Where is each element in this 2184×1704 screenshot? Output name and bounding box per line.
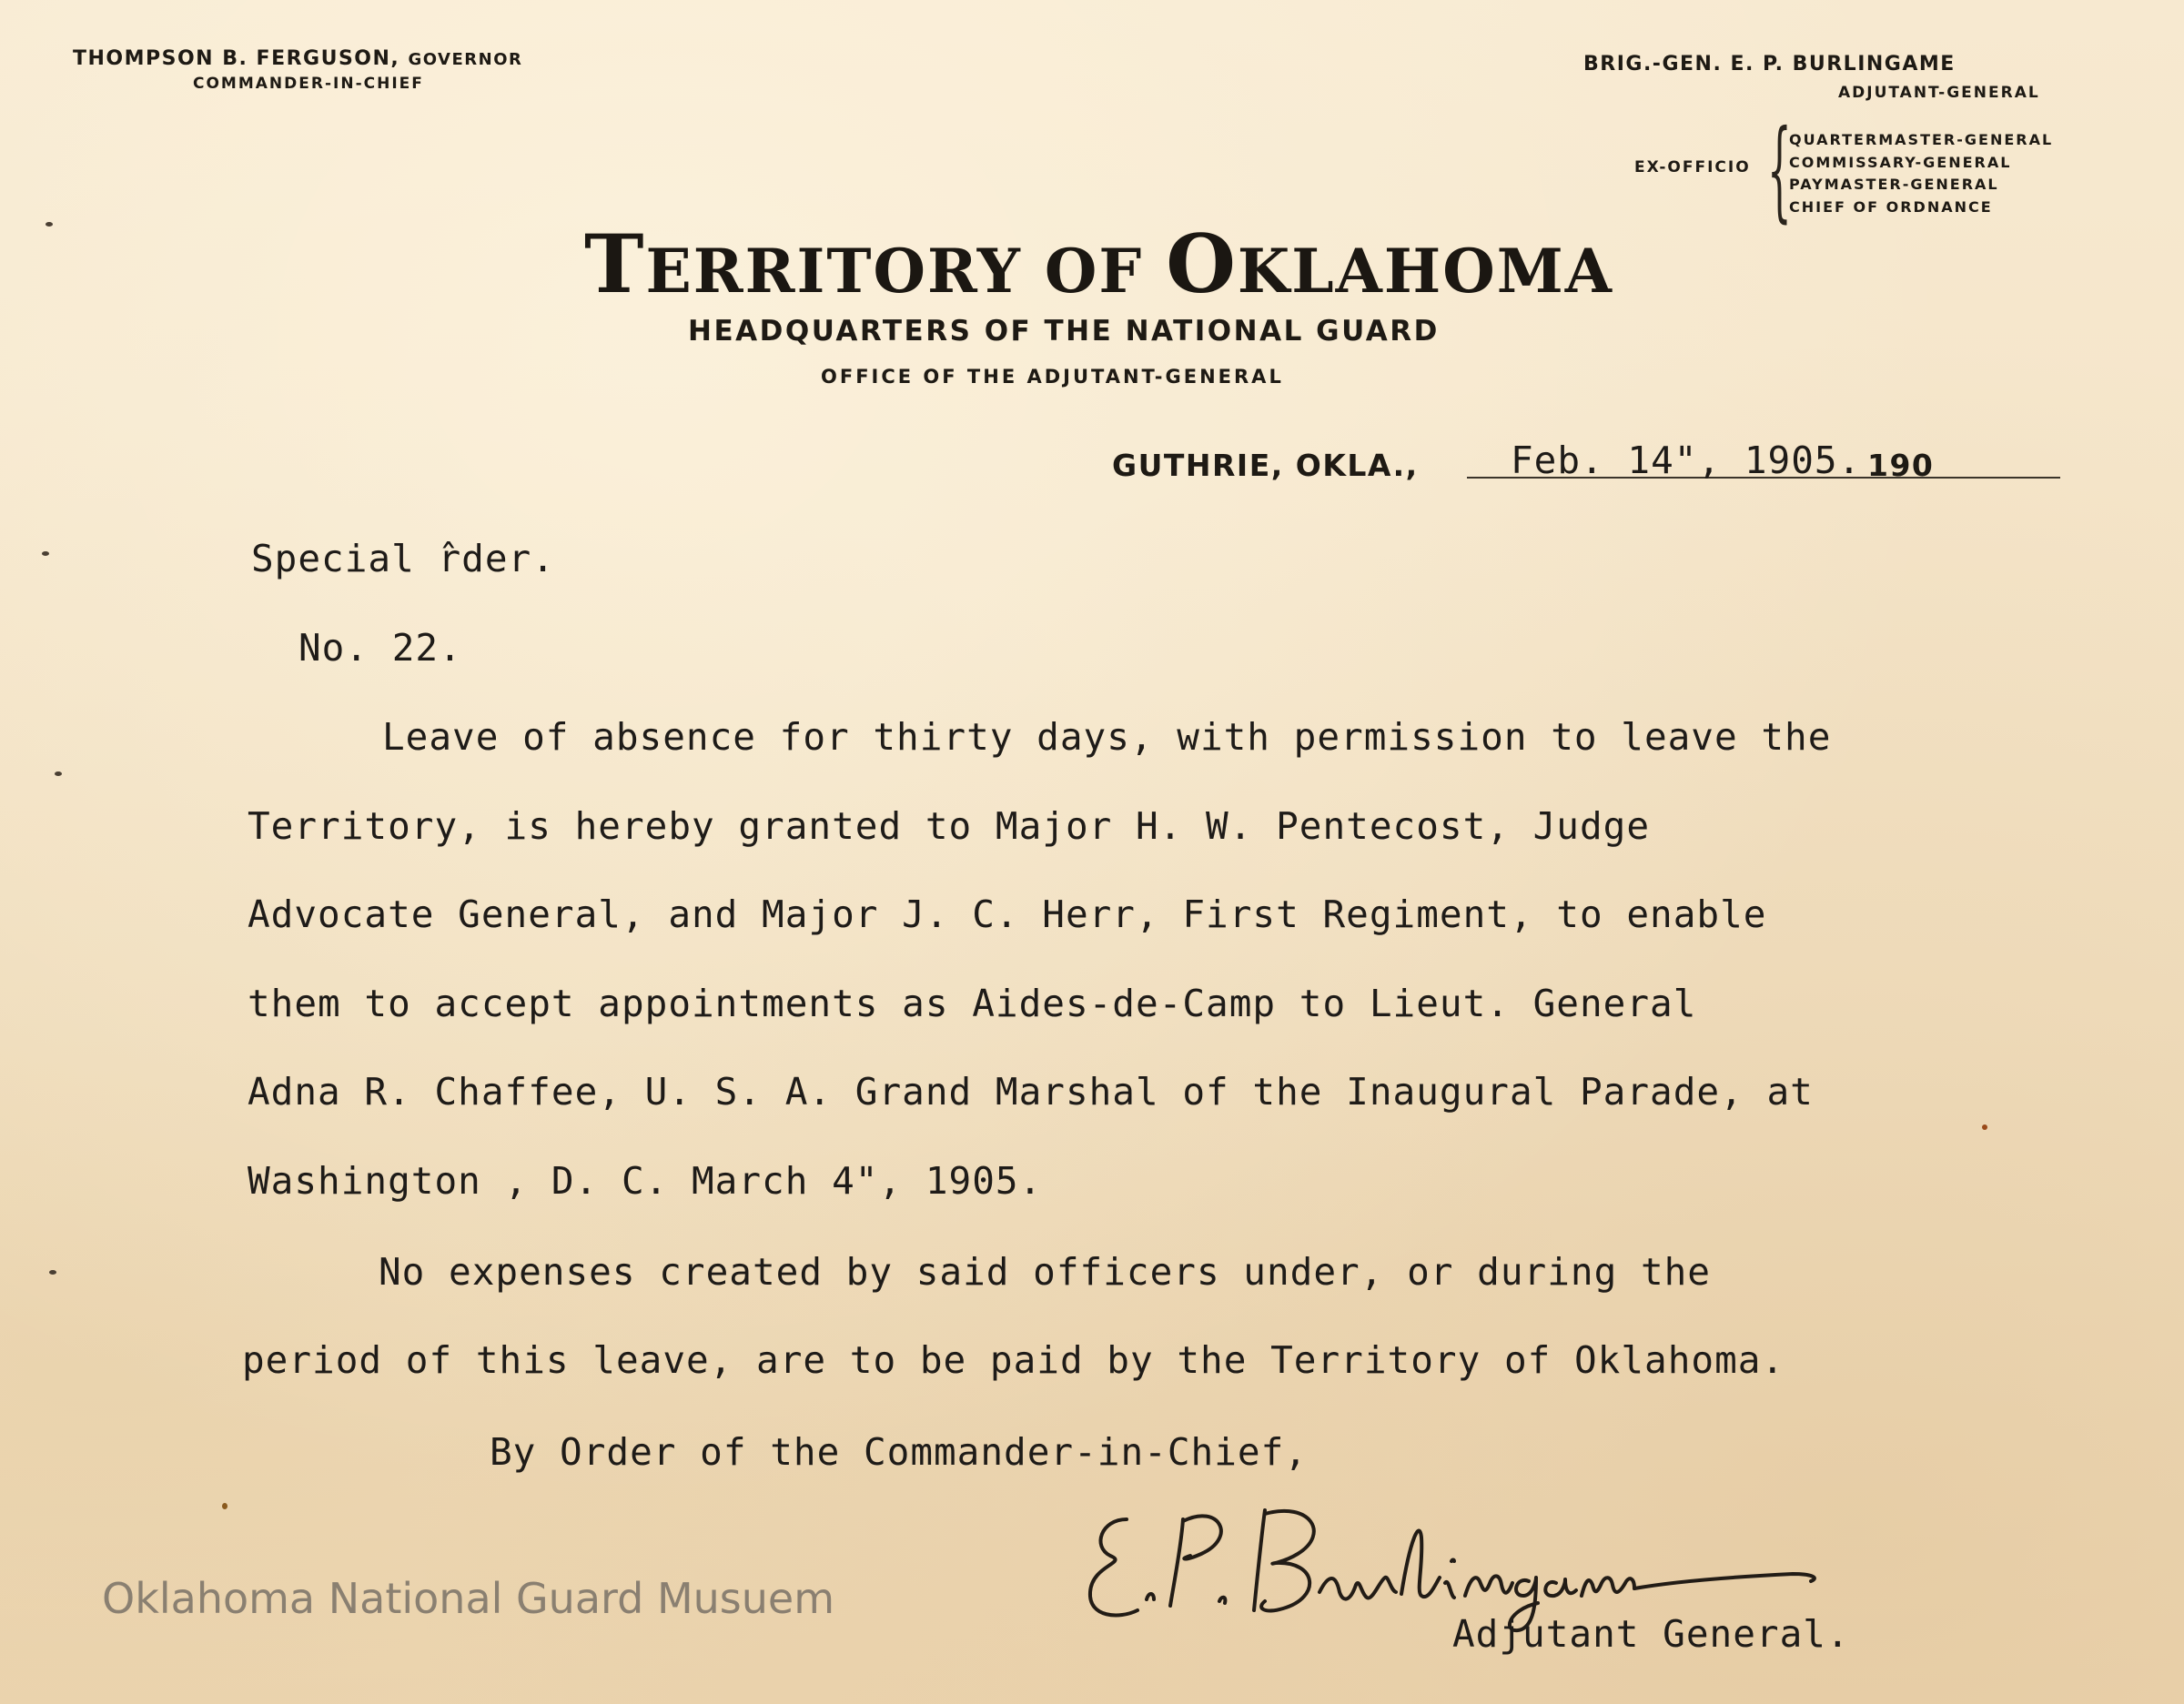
paper-speck <box>42 551 49 556</box>
commander-in-chief-label: COMMANDER-IN-CHIEF <box>193 75 424 93</box>
ex-officio-item: CHIEF OF ORDNANCE <box>1789 197 1993 216</box>
paper-speck <box>1982 1124 1987 1130</box>
ex-officio-item: QUARTERMASTER-GENERAL <box>1789 131 2054 148</box>
paragraph-1 <box>248 715 1831 1247</box>
body-line: period of this leave, are to be paid by the Territory of Oklahoma. <box>242 1338 1785 1382</box>
page-title <box>584 217 1613 311</box>
museum-watermark: Oklahoma National Guard Musuem <box>102 1574 835 1623</box>
signer-title: Adjutant General. <box>1452 1612 1850 1656</box>
date-typed: Feb. 14", 1905. <box>1511 439 1862 482</box>
place-label: GUTHRIE, OKLA., <box>1112 448 1419 483</box>
subtitle: HEADQUARTERS OF THE NATIONAL GUARD <box>688 315 1440 348</box>
ex-officio-label: EX-OFFICIO <box>1634 158 1751 176</box>
body-line: Territory, is hereby granted to Major H. W. Pentecost, Judge <box>248 803 1651 848</box>
paper-speck <box>222 1503 228 1509</box>
title-part: ERRITORY OF <box>645 236 1167 307</box>
governor-name: THOMPSON B. FERGUSON, <box>73 47 400 70</box>
office-line: OFFICE OF THE ADJUTANT-GENERAL <box>821 366 1284 388</box>
governor-title: GOVERNOR <box>408 50 523 69</box>
body-line: Advocate General, and Major J. C. Herr, First Regiment, to enable <box>248 892 1767 936</box>
date-printed-suffix: 190 <box>1867 448 1935 483</box>
title-part: KLAHOMA <box>1237 236 1613 307</box>
ex-officio-item: COMMISSARY-GENERAL <box>1789 153 2012 171</box>
title-initial: O <box>1166 217 1238 311</box>
body-line: No expenses created by said officers under, or during the <box>379 1250 1711 1294</box>
body-line: them to accept appointments as Aides-de-Camp to Lieut. General <box>248 981 1697 1025</box>
closing-line: By Order of the Commander-in-Chief, <box>490 1430 1308 1474</box>
paragraph-2 <box>242 1250 1785 1427</box>
adjutant-title: ADJUTANT-GENERAL <box>1838 84 2040 102</box>
body-line: Adna R. Chaffee, U. S. A. Grand Marshal of the Inaugural Parade, at <box>248 1070 1814 1114</box>
body-line: Washington , D. C. March 4", 1905. <box>248 1158 1043 1203</box>
paper-speck <box>49 1270 56 1275</box>
paper-speck <box>55 771 62 776</box>
governor-line <box>73 47 522 70</box>
body-line: Leave of absence for thirty days, with permission to leave the <box>382 715 1832 759</box>
ex-officio-list <box>1789 129 2053 218</box>
adjutant-name: BRIG.-GEN. E. P. BURLINGAME <box>1583 53 1956 76</box>
order-heading: Special ̂rder. <box>251 537 555 580</box>
title-initial: T <box>584 217 646 311</box>
order-number: No. 22. <box>298 626 462 670</box>
ex-officio-item: PAYMASTER-GENERAL <box>1789 176 1999 193</box>
paper-speck <box>46 222 53 227</box>
brace-glyph: { <box>1767 107 1792 234</box>
